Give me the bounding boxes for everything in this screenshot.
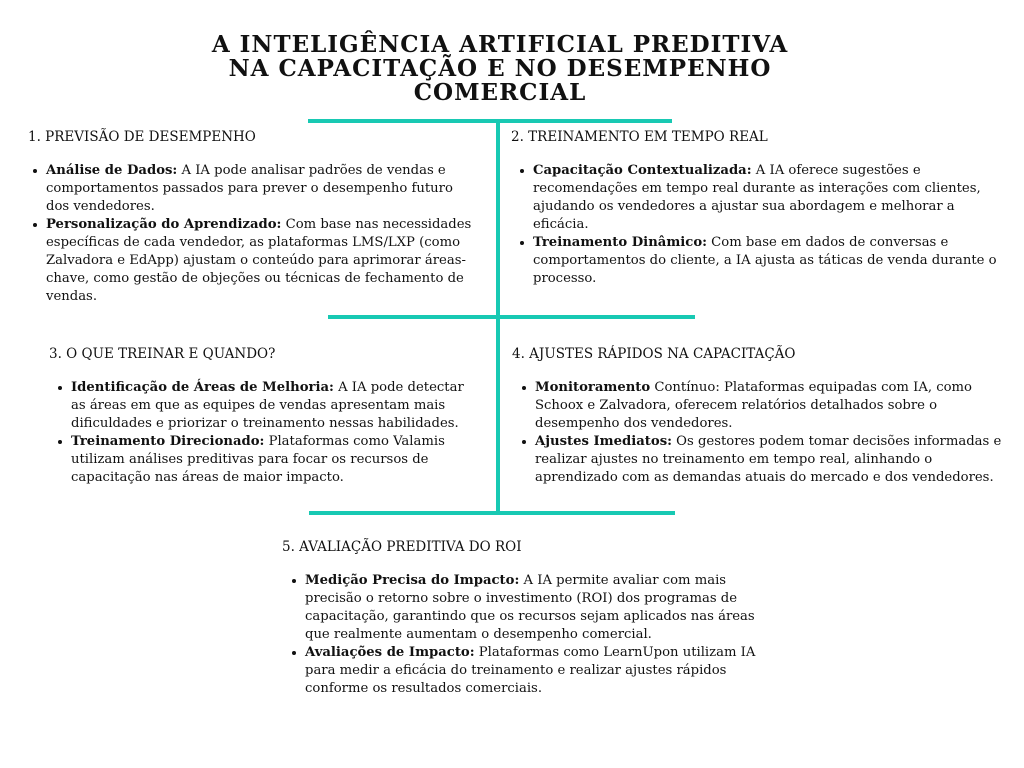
item-term: Avaliações de Impacto: (305, 645, 475, 660)
section-previsao-desempenho (28, 128, 478, 306)
middle-horizontal-line (328, 315, 695, 319)
item-term: Medição Precisa do Impacto: (305, 573, 520, 588)
item-text: Contínuo: Plataformas equipadas com IA, como Schoox e Zalvadora, oferecem relatórios detalhados sobre o desempenho dos vendedores. (535, 380, 972, 431)
bottom-horizontal-line (309, 511, 675, 515)
item-text: A IA pode detectar as áreas em que as equipes de vendas apresentam mais dificuldades e priorizar o treinamento nessas habilidades. (71, 380, 464, 431)
list-item (535, 379, 1002, 433)
section-treinamento-tempo-real (511, 128, 1001, 288)
bullet-list (28, 162, 478, 306)
section-avaliacao-roi (282, 538, 772, 698)
top-horizontal-line (308, 119, 672, 123)
item-term: Treinamento Direcionado: (71, 434, 265, 449)
section-heading: 1. PREVISÃO DE DESEMPENHO (28, 129, 256, 145)
title-line-1: A INTELIGÊNCIA ARTIFICIAL PREDITIVA (211, 31, 789, 58)
list-item (535, 433, 1002, 487)
section-o-que-treinar (49, 345, 479, 487)
item-text: Com base em dados de conversas e comportamentos do cliente, a IA ajusta as táticas de venda durante o processo. (533, 235, 997, 286)
item-text: A IA oferece sugestões e recomendações em tempo real durante as interações com clientes, ajudando os vendedores a ajustar sua abordagem e melhorar a eficácia. (533, 163, 981, 232)
item-term: Treinamento Dinâmico: (533, 235, 707, 250)
bullet-list (49, 379, 479, 487)
list-item (533, 234, 1001, 288)
list-item (305, 644, 772, 698)
item-text: A IA pode analisar padrões de vendas e comportamentos passados para prever o desempenho futuro dos vendedores. (46, 163, 453, 214)
item-term: Personalização do Aprendizado: (46, 217, 282, 232)
list-item (71, 433, 479, 487)
item-term: Identificação de Áreas de Melhoria: (71, 380, 334, 395)
bullet-list (511, 162, 1001, 288)
list-item (71, 379, 479, 433)
bullet-list (282, 572, 772, 698)
section-ajustes-rapidos (512, 345, 1002, 487)
section-heading: 4. AJUSTES RÁPIDOS NA CAPACITAÇÃO (512, 346, 796, 362)
item-term: Monitoramento (535, 380, 651, 395)
list-item (46, 216, 478, 306)
list-item (305, 572, 772, 644)
item-text: Com base nas necessidades específicas de cada vendedor, as plataformas LMS/LXP (como Zalvadora e EdApp) ajustam o conteúdo para aprimorar áreas-chave, como gestão de objeções ou técnicas de fechamento de vendas. (46, 217, 472, 304)
section-heading: 2. TREINAMENTO EM TEMPO REAL (511, 129, 768, 145)
title-line-3: COMERCIAL (413, 79, 587, 106)
list-item (533, 162, 1001, 234)
section-heading: 5. AVALIAÇÃO PREDITIVA DO ROI (282, 539, 522, 555)
item-text: Plataformas como Valamis utilizam análises preditivas para focar os recursos de capacitação nas áreas de maior impacto. (71, 434, 445, 485)
item-text: Plataformas como LearnUpon utilizam IA para medir a eficácia do treinamento e realizar ajustes rápidos conforme os resultados comerciais. (305, 645, 756, 696)
page-title (180, 33, 820, 105)
item-term: Análise de Dados: (46, 163, 178, 178)
item-term: Ajustes Imediatos: (535, 434, 672, 449)
item-text: Os gestores podem tomar decisões informadas e realizar ajustes no treinamento em tempo real, alinhando o aprendizado com as demandas atuais do mercado e dos vendedores. (535, 434, 1002, 485)
list-item (46, 162, 478, 216)
title-line-2: NA CAPACITAÇÃO E NO DESEMPENHO (228, 55, 772, 82)
item-text: A IA permite avaliar com mais precisão o retorno sobre o investimento (ROI) dos programas de capacitação, garantindo que os recursos sejam aplicados nas áreas que realmente aumentam o desempenho comercial. (305, 573, 755, 642)
item-term: Capacitação Contextualizada: (533, 163, 752, 178)
bullet-list (512, 379, 1002, 487)
section-heading: 3. O QUE TREINAR E QUANDO? (49, 346, 276, 362)
